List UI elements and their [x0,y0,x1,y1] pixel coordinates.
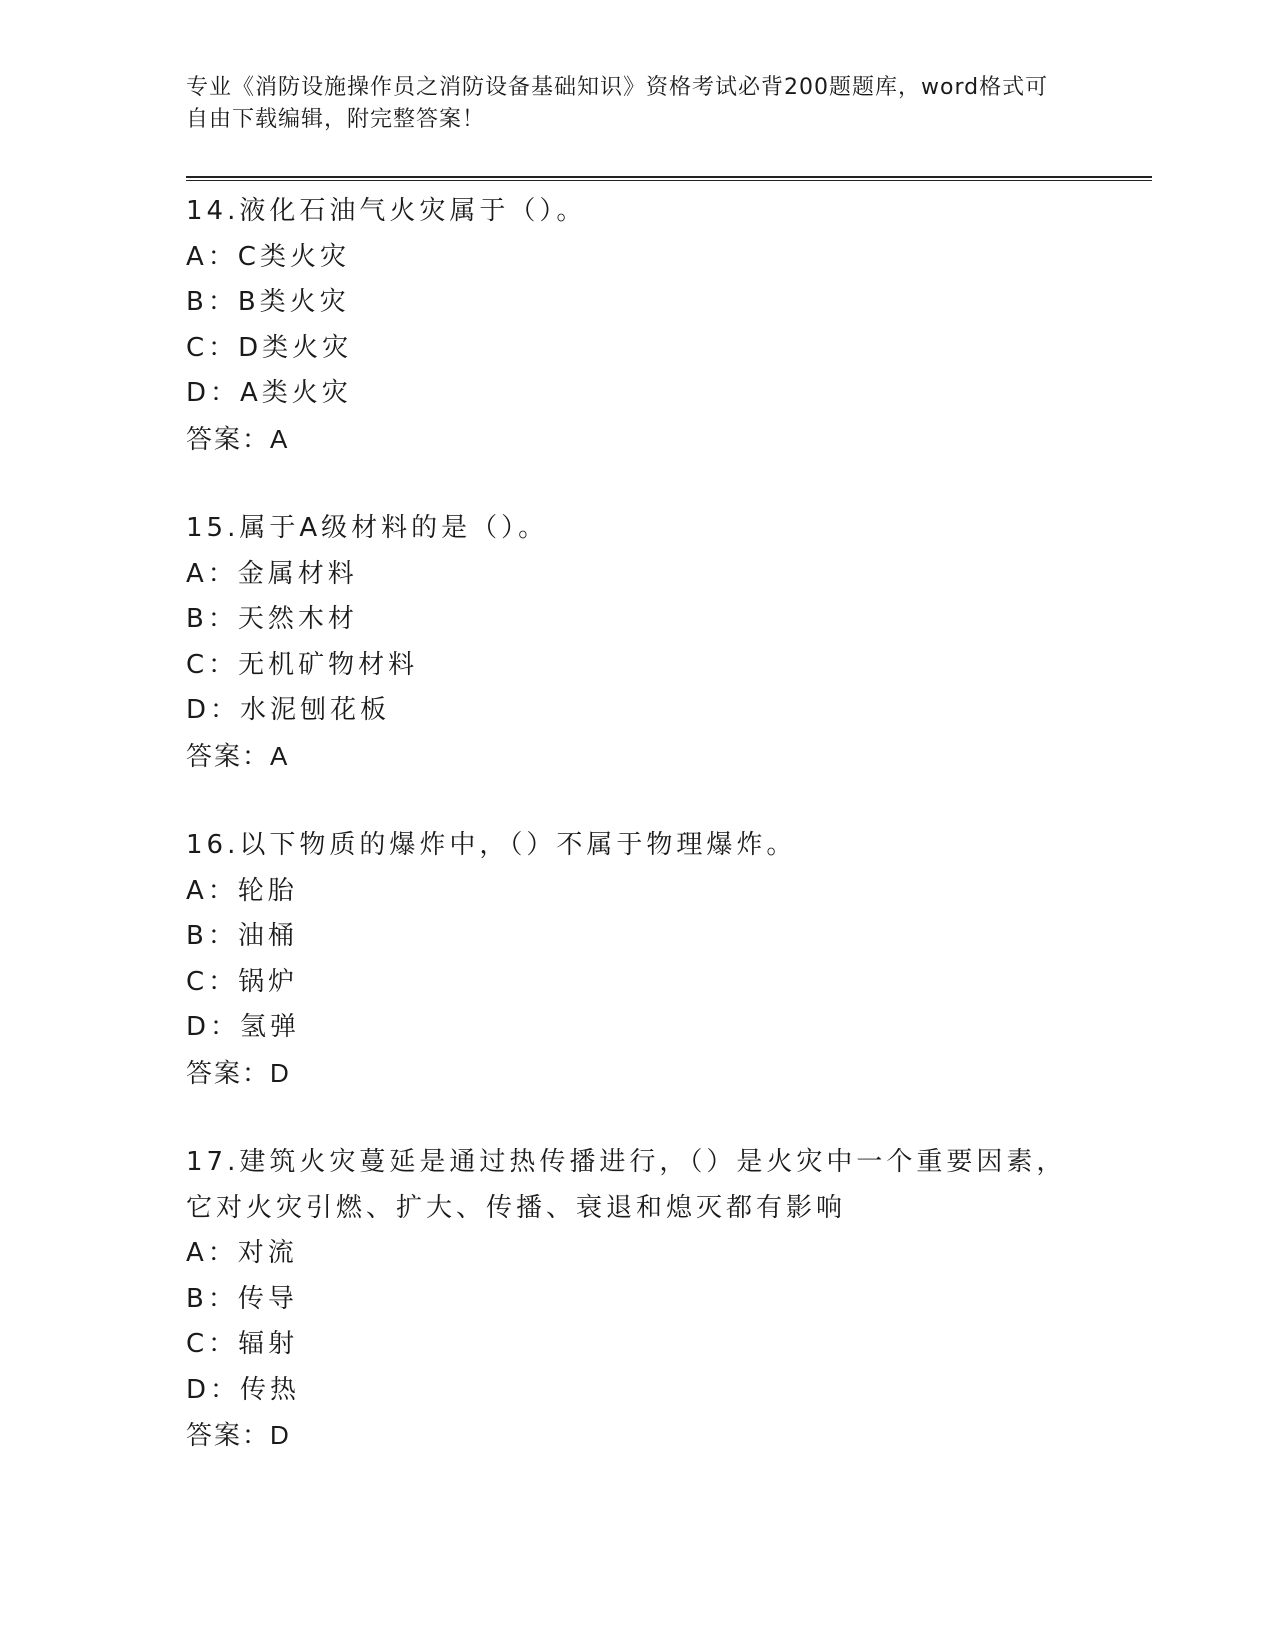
question-stem: 17.建筑火灾蔓延是通过热传播进行，（）是火灾中一个重要因素，它对火灾引燃、扩大、传播、衰退和熄灭都有影响 [186,1147,1067,1223]
option-c: C：辐射 [186,1329,299,1359]
header-divider [186,176,1152,181]
answer-line: 答案：A [186,740,290,771]
document-header: 专业《消防设施操作员之消防设备基础知识》资格考试必背200题题库，word格式可自由下载编辑，附完整答案！ [186,75,1049,132]
option-b: B：天然木材 [186,604,358,634]
option-b: B：油桶 [186,921,298,951]
answer-line: 答案：D [186,1057,291,1088]
question-16 [186,823,1086,1096]
question-list [186,189,1086,1503]
question-stem: 15.属于A级材料的是（）。 [186,513,549,543]
option-d: D：氢弹 [186,1012,301,1042]
question-stem: 16.以下物质的爆炸中，（）不属于物理爆炸。 [186,830,797,860]
option-a: A：轮胎 [186,875,298,906]
question-17 [186,1140,1086,1459]
question-stem: 14.液化石油气火灾属于（）。 [186,196,587,226]
option-d: D：A类火灾 [186,378,352,408]
option-a: A：金属材料 [186,558,358,589]
option-d: D：传热 [186,1374,301,1405]
option-c: C：D类火灾 [186,332,353,363]
option-b: B：B类火灾 [186,287,350,317]
option-a: A：对流 [186,1238,298,1268]
question-15 [186,506,1086,779]
answer-line: 答案：A [186,423,290,454]
option-b: B：传导 [186,1283,298,1314]
option-c: C：无机矿物材料 [186,649,419,680]
option-a: A：C类火灾 [186,241,350,272]
question-14 [186,189,1086,462]
option-d: D：水泥刨花板 [186,695,391,725]
option-c: C：锅炉 [186,966,299,997]
answer-line: 答案：D [186,1420,291,1450]
